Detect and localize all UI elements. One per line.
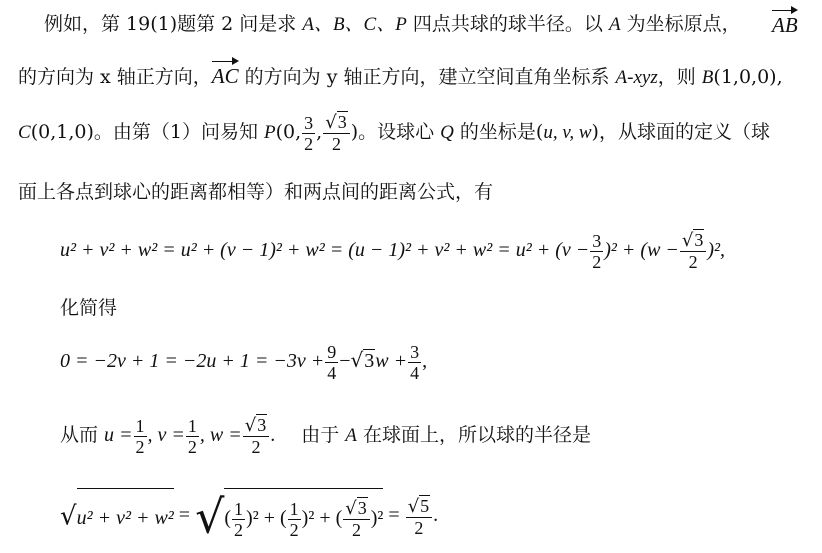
text: 面上各点到球心的距离都相等）和两点间的距离公式，有 [18,181,494,203]
text: 从而 [60,424,105,446]
equals-sign: = [178,504,191,527]
sqrt: √5 [407,495,430,517]
sqrt: √3 [244,415,267,436]
text: (0, [275,121,302,143]
fraction: $\frac{1}{2}$ [289,498,299,540]
sqrt-sign: √ [60,501,77,532]
fraction: $\frac{9}{4}$ [327,341,337,383]
equation-part: )², [707,239,726,261]
sqrt: √3 [681,230,704,252]
text-line-5 [60,296,117,320]
text: 的方向为 y 轴正方向，建立空间直角坐标系 [238,66,616,88]
fraction: $\frac{√3}{2}$ [323,112,349,154]
fraction: $\frac{3}{2}$ [304,112,314,154]
text: 化简得 [60,297,118,319]
equation-2 [60,336,427,384]
sqrt: √3 [350,348,375,372]
equation-1 [60,226,725,274]
equation-part: − [339,350,351,372]
text: )。设球心 [350,121,441,143]
period: . [433,504,439,527]
fraction: $\frac{√5}{2}$ [406,496,432,538]
paren: ( [224,507,232,529]
fraction: $\frac{√3}{2}$ [243,415,269,457]
text-line-1 [44,12,741,37]
vector-ac: AC [212,60,239,88]
text: (1,0,0), [713,66,783,88]
point-p: P [264,122,276,143]
point-a: A [608,14,621,35]
fraction: $\frac{3}{2}$ [592,230,602,272]
equals-sign: = [388,504,400,527]
equation-part: )² + (w − [604,239,679,261]
radicand: u² + v² + w² [77,488,174,545]
text: 的坐标是( [453,121,544,143]
text: ，则 [657,66,702,88]
point-b: B [701,67,714,88]
fraction: $\frac{√3}{2}$ [680,230,706,272]
fraction: $\frac{1}{2}$ [135,415,145,457]
paren: )² + ( [301,507,343,529]
points-label: A、B、C、P [302,14,407,35]
paren: )² [370,507,384,529]
fraction: $\frac{3}{4}$ [410,341,420,383]
text: 的方向为 x 轴正方向， [18,66,212,88]
fraction: $\frac{√3}{2}$ [343,498,369,540]
text-line-2 [18,60,783,90]
equation-part: u = [104,424,133,446]
equation-part: , [422,350,428,372]
sqrt-sign: √ [195,489,225,544]
equation-part: w + [375,350,408,372]
paren: )² + ( [246,507,287,529]
equation-part: 0 = −2v + 1 = −2u + 1 = −3v + [60,350,325,372]
sqrt: √3 [325,112,347,133]
text-line-3 [18,108,770,156]
equation-part: , v = [147,424,185,446]
point-q: Q [440,122,454,143]
text: 例如，第 19(1)题第 2 问是求 [44,13,303,35]
text-line-4 [18,180,493,204]
radicand [224,488,383,545]
equation-3 [60,488,438,544]
coords-uvw: u, v, w [543,122,592,143]
text: 为坐标原点， [620,13,741,35]
vector-ab: AB [772,9,798,37]
coord-system: A-xyz [615,67,658,88]
text: 四点共球的球半径。以 [406,13,609,35]
equation-part: . [270,424,276,446]
text: (0,1,0)。由第（1）问易知 [30,121,264,143]
sqrt: √3 [345,498,367,520]
text: )，从球面的定义（球 [591,121,770,143]
text: 在球面上，所以球的半径是 [356,424,591,446]
text: 由于 [301,424,346,446]
point-a: A [345,425,357,446]
text: , [316,121,323,143]
fraction: $\frac{1}{2}$ [234,498,244,540]
point-c: C [18,122,31,143]
fraction: $\frac{1}{2}$ [187,415,197,457]
text-line-6 [60,410,591,460]
equation-part: u² + v² + w² = u² + (v − 1)² + w² = (u − 1)² + v² + w² = u² + (v − [60,239,590,261]
equation-part: , w = [199,424,242,446]
